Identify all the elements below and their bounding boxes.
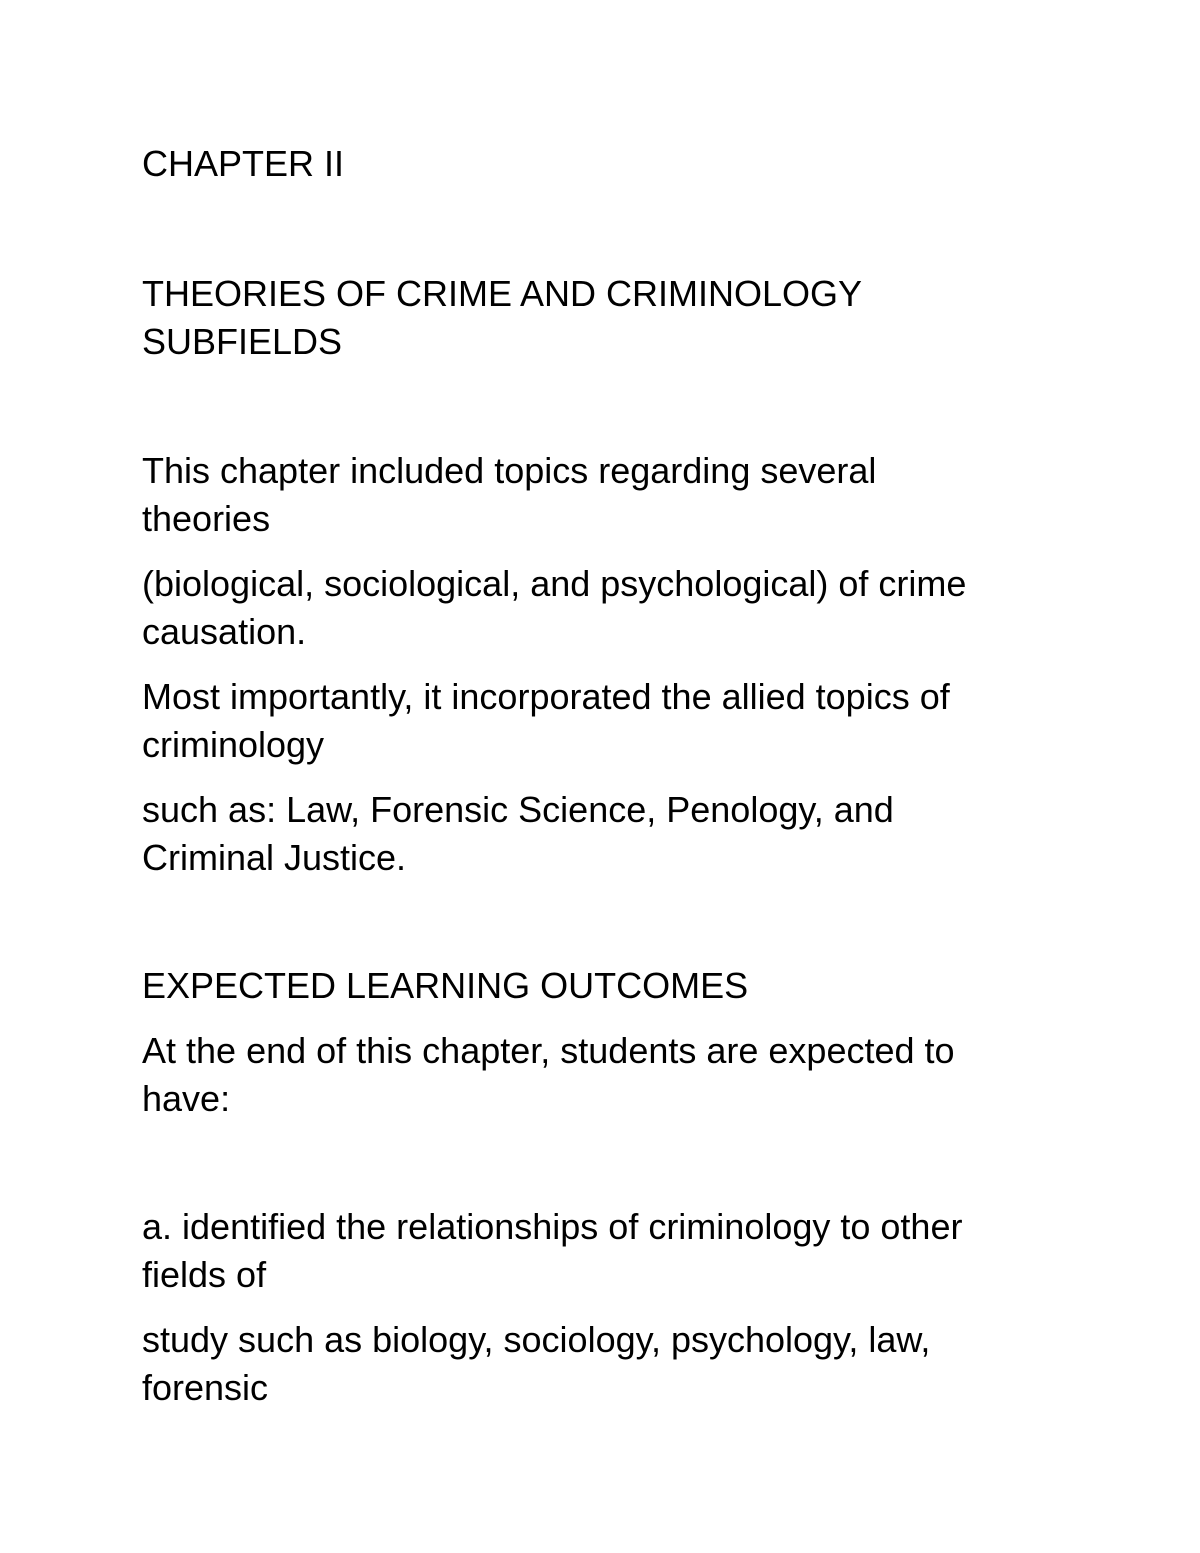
- intro-line-6: criminology: [142, 724, 325, 765]
- intro-line-3: (biological, sociological, and psychological) of crime: [142, 563, 967, 604]
- outcomes-heading: EXPECTED LEARNING OUTCOMES: [142, 965, 749, 1006]
- outcome-a-line-1: a. identified the relationships of criminology to other: [142, 1206, 963, 1247]
- intro-line-7: such as: Law, Forensic Science, Penology, and: [142, 789, 894, 830]
- outcome-a-line-3: study such as biology, sociology, psychology, law,: [142, 1319, 931, 1360]
- outcomes-intro-line-1: At the end of this chapter, students are expected to: [142, 1030, 955, 1071]
- chapter-title-line-2: SUBFIELDS: [142, 321, 343, 362]
- chapter-title-line-1: THEORIES OF CRIME AND CRIMINOLOGY: [142, 273, 863, 314]
- intro-line-5: Most importantly, it incorporated the allied topics of: [142, 676, 950, 717]
- outcome-a-line-2: fields of: [142, 1254, 267, 1295]
- outcomes-intro-line-2: have:: [142, 1078, 231, 1119]
- intro-line-8: Criminal Justice.: [142, 837, 407, 878]
- chapter-label: CHAPTER II: [142, 143, 345, 184]
- intro-line-4: causation.: [142, 611, 307, 652]
- intro-line-1: This chapter included topics regarding several: [142, 450, 877, 491]
- outcome-a-line-4: forensic: [142, 1367, 269, 1408]
- intro-line-2: theories: [142, 498, 271, 539]
